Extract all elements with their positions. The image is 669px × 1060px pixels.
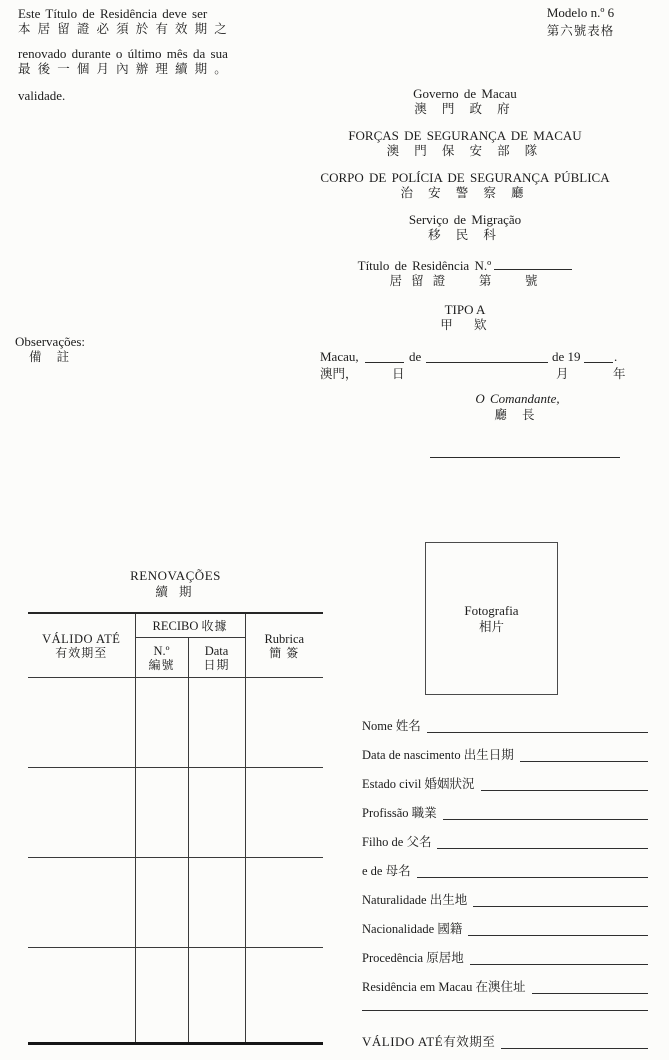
note-line-zh: 最 後 一 個 月 內 辦 理 續 期 。 (18, 62, 229, 76)
field-blank (427, 732, 648, 733)
field-birthplace (362, 878, 648, 907)
field-birth-date (362, 733, 648, 762)
security-forces-pt: FORÇAS DE SEGURANÇA DE MACAU (348, 128, 582, 143)
date-day-blank (365, 351, 404, 363)
field-origin (362, 936, 648, 965)
renewal-note (18, 6, 273, 103)
commander-title-zh: 廳 長 (494, 408, 541, 422)
police-corps-zh: 治 安 警 察 廳 (400, 186, 530, 200)
field-label-zh: 在澳住址 (475, 980, 526, 994)
renewals-title-zh: 續 期 (155, 585, 196, 599)
model-number-zh: 第六號表格 (546, 24, 615, 38)
renewal-cell (245, 768, 323, 858)
note-line-pt: renovado durante o último mês da sua (18, 46, 228, 61)
col-rubric-pt: Rubrica (264, 631, 305, 646)
field-label-pt: Filho de (362, 835, 404, 849)
field-label-zh: 原居地 (426, 951, 464, 965)
field-label-zh: 婚姻狀況 (424, 777, 475, 791)
photo-label-pt: Fotografia (464, 602, 519, 618)
field-blank (468, 935, 648, 936)
field-civil-status (362, 762, 648, 791)
col-header-receipt (135, 613, 245, 638)
col-header-receipt-no (135, 638, 188, 678)
field-label-pt: Naturalidade (362, 893, 427, 907)
personal-fields (362, 704, 648, 1049)
date-month-zh: 月 (556, 367, 569, 381)
date-period: . (614, 349, 618, 364)
renewal-row (28, 768, 323, 858)
note-line-pt: validade. (18, 88, 66, 103)
col-rubric-zh: 簡 簽 (269, 645, 300, 660)
renewal-cell (245, 948, 323, 1044)
col-no-pt: N.º (153, 643, 170, 658)
renewal-cell (28, 858, 135, 948)
field-valid-until (362, 1011, 648, 1049)
police-corps-pt: CORPO DE POLÍCIA DE SEGURANÇA PÚBLICA (320, 170, 610, 185)
signature-line (430, 457, 620, 458)
security-forces-zh: 澳 門 保 安 部 隊 (386, 144, 544, 158)
observations-zh: 備 註 (29, 350, 76, 364)
renewal-row (28, 678, 323, 768)
col-date-pt: Data (204, 643, 229, 658)
field-label-pt: Estado civil (362, 777, 422, 791)
title-number-zh: 居 留 證 第 號 (389, 274, 541, 288)
field-blank (437, 848, 648, 849)
date-place-zh: 澳門， (320, 367, 358, 381)
date-year-blank (584, 351, 613, 363)
government-header (270, 86, 660, 243)
model-number-pt: Modelo n.º 6 (546, 5, 615, 20)
field-blank (501, 1048, 648, 1049)
date-day-zh: 日 (392, 367, 405, 381)
renewal-cell (245, 858, 323, 948)
col-no-zh: 編號 (148, 657, 175, 672)
renewal-cell (188, 858, 245, 948)
date-de1: de (409, 349, 422, 364)
field-label-zh: 職業 (411, 806, 437, 820)
renewals-title-pt: RENOVAÇÕES (130, 568, 221, 583)
migration-service-pt: Serviço de Migração (408, 212, 522, 227)
date-month-blank (426, 351, 548, 363)
government-name-pt: Governo de Macau (413, 86, 517, 101)
field-label-zh: 國籍 (437, 922, 463, 936)
commander-block (420, 391, 615, 423)
field-blank (473, 906, 648, 907)
field-mother-name (362, 849, 648, 878)
type-label-pt: TIPO A (444, 302, 486, 317)
renewal-cell (135, 948, 188, 1044)
col-valid-zh: 有效期至 (55, 645, 108, 660)
renewal-cell (28, 678, 135, 768)
photo-label-zh: 相片 (478, 619, 504, 634)
migration-service-zh: 移 民 科 (428, 228, 502, 242)
field-label-pt: Residência em Macau (362, 980, 473, 994)
col-header-receipt-date (188, 638, 245, 678)
renewal-cell (135, 858, 188, 948)
renewal-cell (28, 768, 135, 858)
title-number-label: Título de Residência N.º (357, 258, 492, 273)
model-number (513, 5, 648, 39)
field-label-pt: Procedência (362, 951, 424, 965)
date-de2: de 19 (552, 349, 581, 364)
renewals-title (28, 568, 323, 600)
field-blank (417, 877, 648, 878)
field-label-pt: Nome (362, 719, 393, 733)
col-date-zh: 日期 (203, 657, 230, 672)
renewal-cell (135, 768, 188, 858)
valid-until-zh: 有效期至 (443, 1035, 496, 1049)
field-father-name (362, 820, 648, 849)
col-receipt-pt: RECIBO (152, 618, 199, 633)
col-header-rubric (245, 613, 323, 678)
government-name-zh: 澳 門 政 府 (414, 102, 516, 116)
field-label-pt: e de (362, 864, 383, 878)
renewal-cell (245, 678, 323, 768)
renewal-row (28, 948, 323, 1044)
field-label-zh: 出生地 (429, 893, 468, 907)
renewals-table (28, 612, 323, 1045)
type-label-zh: 甲 欵 (440, 318, 490, 332)
col-header-valid-until (28, 613, 135, 678)
field-profession (362, 791, 648, 820)
field-macau-residence-continuation (362, 994, 648, 1011)
field-macau-residence (362, 965, 648, 994)
date-year-zh: 年 (613, 367, 626, 381)
observations-pt: Observações: (15, 334, 86, 349)
field-label-zh: 出生日期 (463, 748, 514, 762)
field-blank (481, 790, 648, 791)
col-receipt-zh: 收據 (201, 618, 228, 633)
field-label-pt: Nacionalidade (362, 922, 435, 936)
renewal-cell (188, 678, 245, 768)
field-blank (362, 1010, 648, 1011)
valid-until-pt: VÁLIDO ATÉ (362, 1034, 444, 1049)
field-blank (532, 993, 648, 994)
renewal-row (28, 858, 323, 948)
renewal-cell (188, 948, 245, 1044)
field-label-zh: 母名 (385, 864, 411, 878)
title-number-blank (494, 258, 572, 270)
field-label-zh: 父名 (406, 835, 432, 849)
field-label-pt: Profissão (362, 806, 409, 820)
field-label-pt: Data de nascimento (362, 748, 461, 762)
field-blank (443, 819, 648, 820)
commander-title-pt: O Comandante, (475, 391, 560, 406)
type-label (270, 302, 660, 334)
renewal-cell (28, 948, 135, 1044)
field-blank (520, 761, 648, 762)
note-line-pt: Este Título de Residência deve ser (18, 6, 208, 21)
observations (15, 334, 85, 366)
renewal-cell (135, 678, 188, 768)
field-name (362, 704, 648, 733)
date-place-pt: Macau, (320, 349, 359, 364)
title-number-line (270, 258, 660, 290)
photo-box (425, 542, 558, 695)
field-blank (470, 964, 648, 965)
field-nationality (362, 907, 648, 936)
field-label-zh: 姓名 (395, 719, 421, 733)
col-valid-pt: VÁLIDO ATÉ (42, 631, 121, 646)
note-line-zh: 本 居 留 證 必 須 於 有 效 期 之 (18, 22, 229, 36)
renewal-cell (188, 768, 245, 858)
